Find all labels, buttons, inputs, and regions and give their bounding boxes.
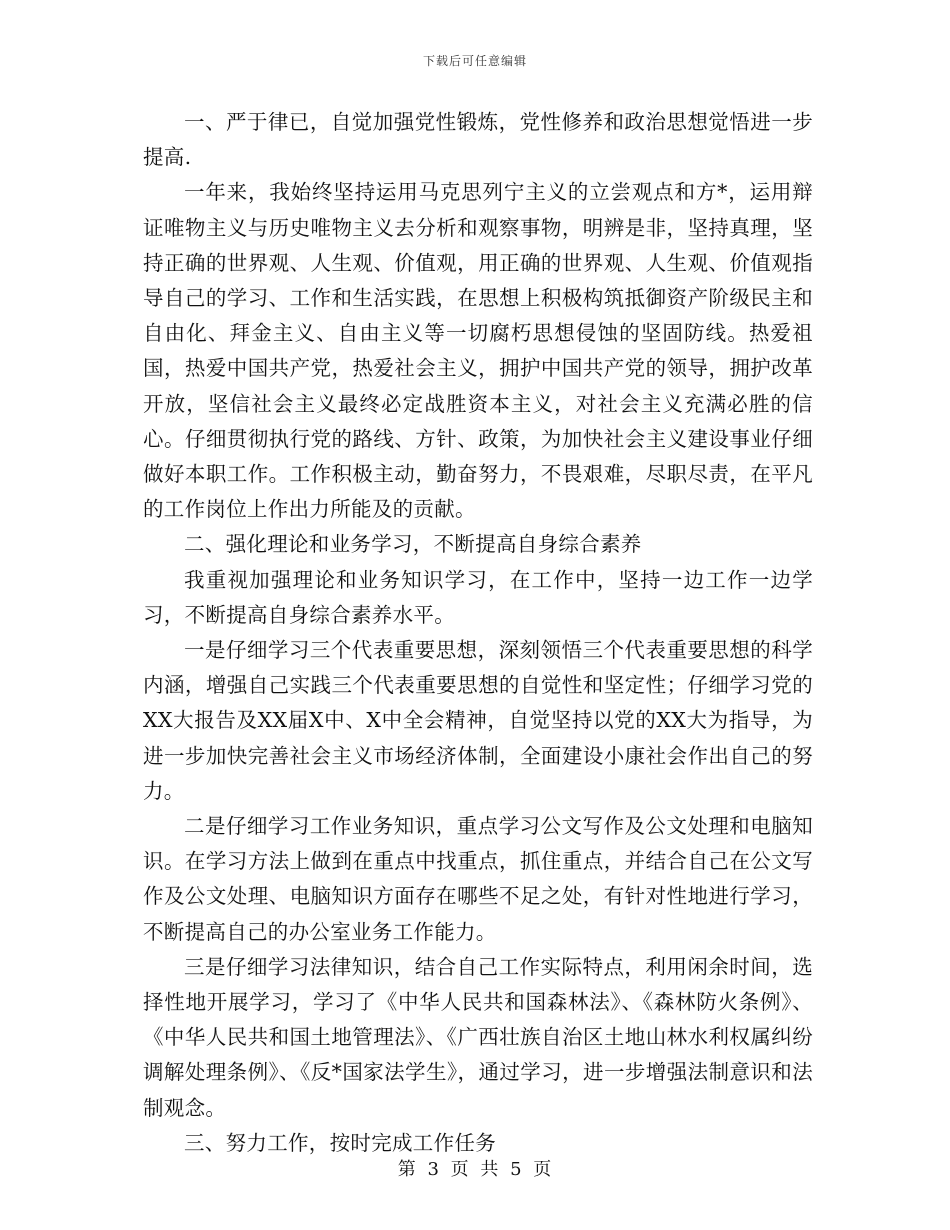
paragraph: 我重视加强理论和业务知识学习，在工作中，坚持一边工作一边学习，不断提高自身综合素养水平。 [143,567,813,627]
section-heading-1: 一、严于律已，自觉加强党性锻炼，党性修养和政治思想觉悟进一步提高. [143,110,813,170]
section-heading-3: 三、努力工作，按时完成工作任务 [184,1130,496,1155]
paragraph: 三是仔细学习法律知识，结合自己工作实际特点，利用闲余时间，选择性地开展学习，学习了《中华人民共和国森林法》、《森林防火条例》、《中华人民共和国土地管理法》、《广西壮族自治区土地山林水利权属纠纷调解处理条例》、《反*国家法学生》，通过学习，进一步增强法制意识和法制观念。 [143,954,813,1120]
paragraph: 二是仔细学习工作业务知识，重点学习公文写作及公文处理和电脑知识。在学习方法上做到在重点中找重点，抓住重点，并结合自己在公文写作及公文处理、电脑知识方面存在哪些不足之处，有针对性地进行学习，不断提高自己的办公室业务工作能力。 [143,814,813,944]
page-number-footer: 第 3 页 共 5 页 [397,1159,553,1180]
paragraph: 一是仔细学习三个代表重要思想，深刻领悟三个代表重要思想的科学内涵，增强自己实践三个代表重要思想的自觉性和坚定性；仔细学习党的XX大报告及XX届X中、X中全会精神，自觉坚持以党的XX大为指导，为进一步加快完善社会主义市场经济体制，全面建设小康社会作出自己的努力。 [143,638,813,803]
paragraph: 一年来，我始终坚持运用马克思列宁主义的立尝观点和方*，运用辩证唯物主义与历史唯物主义去分析和观察事物，明辨是非，坚持真理，坚持正确的世界观、人生观、价值观，用正确的世界观、人生观、价值观指导自己的学习、工作和生活实践，在思想上积极构筑抵御资产阶级民主和自由化、拜金主义、自由主义等一切腐朽思想侵蚀的坚固防线。热爱祖国，热爱中国共产党，热爱社会主义，拥护中国共产党的领导，拥护改革开放，坚信社会主义最终必定战胜资本主义，对社会主义充满必胜的信心。仔细贯彻执行党的路线、方针、政策，为加快社会主义建设事业仔细做好本职工作。工作积极主动，勤奋努力，不畏艰难，尽职尽责，在平凡的工作岗位上作出力所能及的贡献。 [143,180,813,522]
page-header: 下载后可任意编辑 [422,54,527,68]
document-body [143,105,813,1161]
section-heading-2: 二、强化理论和业务学习，不断提高自身综合素养 [184,532,642,557]
